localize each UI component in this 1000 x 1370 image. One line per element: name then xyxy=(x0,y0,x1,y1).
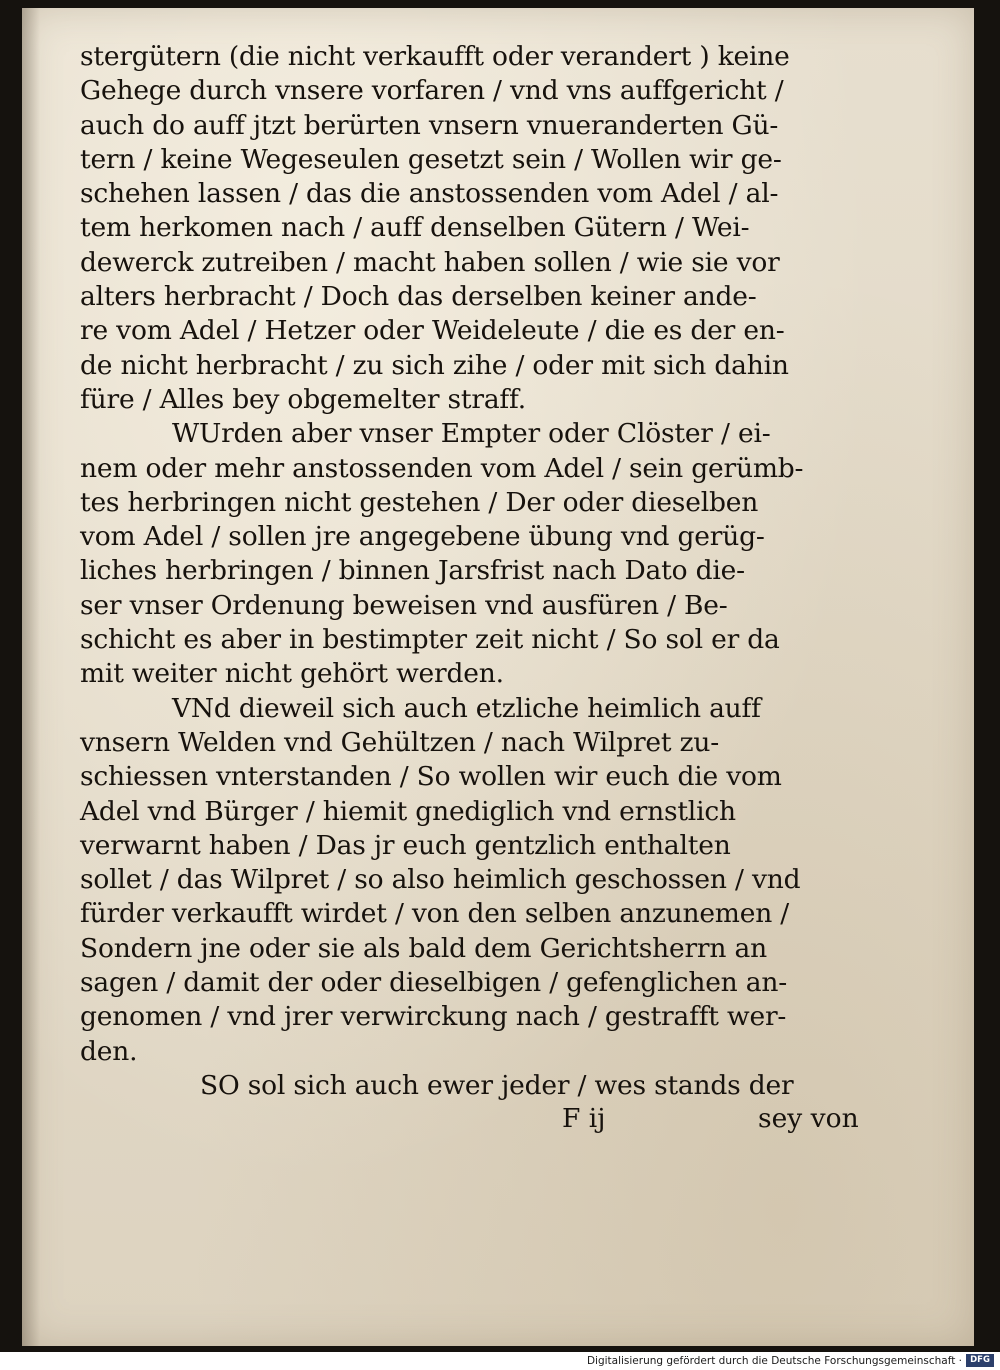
paragraph-start-line: VNd dieweil sich auch etzliche heimlich auff xyxy=(172,692,761,724)
dfg-logo-icon: DFG xyxy=(966,1354,994,1367)
text-line: schehen lassen / das die anstossenden vom Adel / al- xyxy=(80,178,779,210)
text-line: füre / Alles bey obgemelter straff. xyxy=(80,383,526,415)
text-line: tes herbringen nicht gestehen / Der oder dieselben xyxy=(80,486,759,518)
text-line: dewerck zutreiben / macht haben sollen / wie sie vor xyxy=(80,246,780,278)
signature-mark: F ij xyxy=(562,1103,606,1135)
text-line: vom Adel / sollen jre angegebene übung vnd gerüg- xyxy=(80,521,765,553)
text-line: tem herkomen nach / auff denselben Gütern / Wei- xyxy=(80,212,750,244)
text-line: Gehege durch vnsere vorfaren / vnd vns auffgericht / xyxy=(80,75,784,107)
book-page xyxy=(22,8,974,1346)
text-line: Adel vnd Bürger / hiemit gnediglich vnd ernstlich xyxy=(80,795,736,827)
text-line: genomen / vnd jrer verwirckung nach / gestrafft wer- xyxy=(80,1001,787,1033)
text-line: de nicht herbracht / zu sich zihe / oder mit sich dahin xyxy=(80,349,789,381)
page-text xyxy=(80,40,880,1137)
text-line: ser vnser Ordenung beweisen vnd ausfüren / Be- xyxy=(80,589,728,621)
text-line: verwarnt haben / Das jr euch gentzlich enthalten xyxy=(80,829,731,861)
text-line: re vom Adel / Hetzer oder Weideleute / die es der en- xyxy=(80,315,785,347)
text-line: nem oder mehr anstossenden vom Adel / sein gerümb- xyxy=(80,452,804,484)
text-line: Sondern jne oder sie als bald dem Gerichtsherrn an xyxy=(80,932,767,964)
page-edge-shadow xyxy=(22,8,40,1346)
text-line: tern / keine Wegeseulen gesetzt sein / Wollen wir ge- xyxy=(80,143,782,175)
text-line: fürder verkaufft wirdet / von den selben anzunemen / xyxy=(80,898,790,930)
text-line: liches herbringen / binnen Jarsfrist nach Dato die- xyxy=(80,555,745,587)
text-line: vnsern Welden vnd Gehültzen / nach Wilpret zu- xyxy=(80,726,719,758)
page-foot-line xyxy=(80,1103,880,1137)
text-line: alters herbracht / Doch das derselben keiner ande- xyxy=(80,281,757,313)
text-line: sollet / das Wilpret / so also heimlich geschossen / vnd xyxy=(80,864,801,896)
digitization-footer xyxy=(0,1352,1000,1370)
text-line: mit weiter nicht gehört werden. xyxy=(80,658,504,690)
text-line: sagen / damit der oder dieselbigen / gefenglichen an- xyxy=(80,967,787,999)
paragraph-start-line: WUrden aber vnser Empter oder Clöster / ei- xyxy=(172,418,771,450)
text-line: stergütern (die nicht verkaufft oder verandert ) keine xyxy=(80,41,790,72)
text-line: schiessen vnterstanden / So wollen wir euch die vom xyxy=(80,761,782,793)
paragraph-start-line: SO sol sich auch ewer jeder / wes stands der xyxy=(200,1069,794,1101)
text-line: auch do auff jtzt berürten vnsern vnueranderten Gü- xyxy=(80,109,779,141)
text-line: den. xyxy=(80,1035,138,1067)
catchword: sey von xyxy=(758,1103,859,1135)
funding-credit: Digitalisierung gefördert durch die Deutsche Forschungsgemeinschaft · xyxy=(586,1355,962,1367)
text-line: schicht es aber in bestimpter zeit nicht / So sol er da xyxy=(80,624,780,656)
